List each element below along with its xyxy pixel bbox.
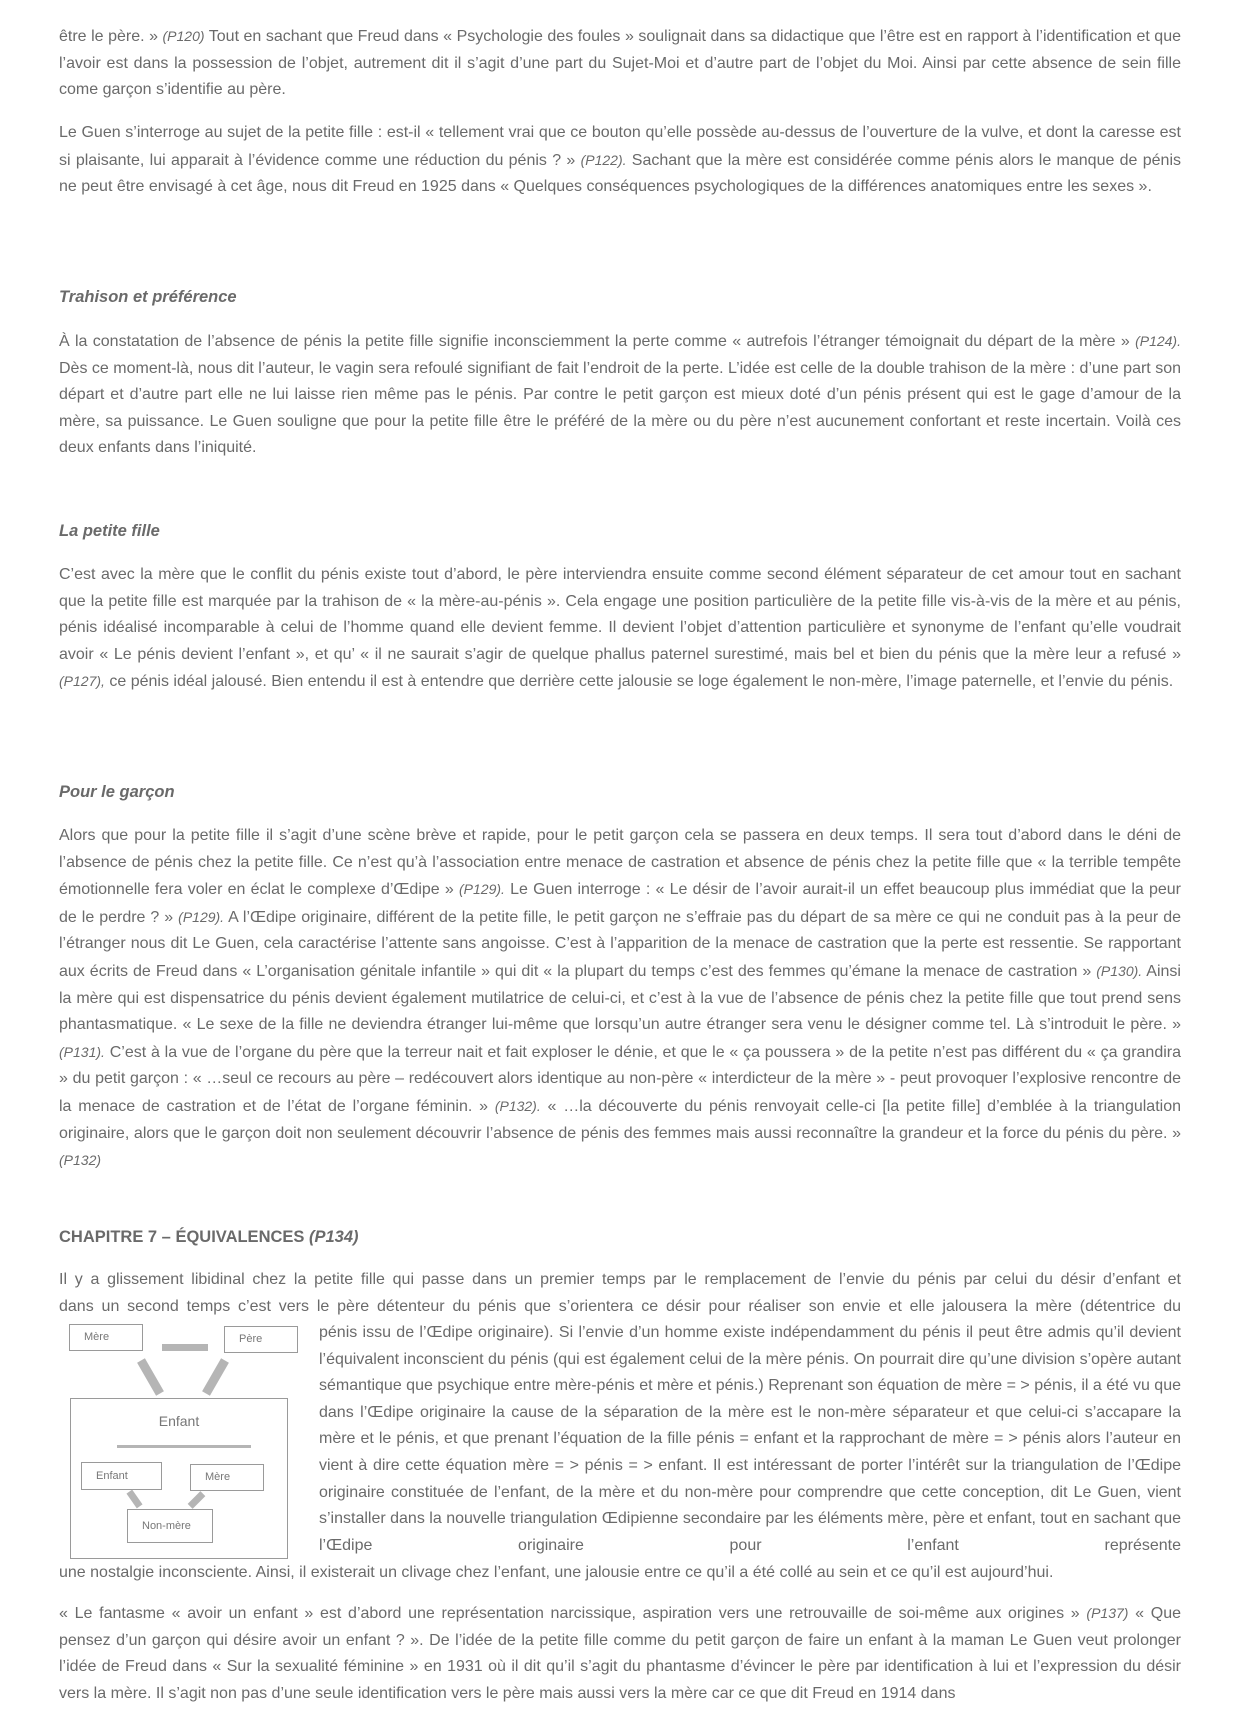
enfant-divider <box>117 1445 251 1448</box>
connector-mere-pere <box>162 1344 208 1351</box>
citation: (P122). <box>580 151 627 168</box>
citation: (P137) <box>1086 1605 1129 1621</box>
paragraph-1: être le père. » (P120) Tout en sachant que Freud dans « Psychologie des foules » soulignait dans sa didactique que l’être est en rapport à l’identification et que l’avoir est dans la possession de l’objet, autrement dit il s’agit d’une part du Sujet-Moi et d’autre part de l’objet du Moi. Ainsi par cette absence de sein fille come garçon s’identifie au père. <box>59 28 1182 99</box>
box-non-mere: Non-mère <box>127 1509 213 1543</box>
paragraph-5: Alors que pour la petite fille il s’agit d’une scène brève et rapide, pour le petit garçon cela se passera en deux temps. Il sera tout d’abord dans le déni de l’absence de pénis chez la petite fille. Ce n’est qu’à l’association entre menace de castration et absence de pénis chez la petite fille que « la terrible tempête émotionnelle fera voler en éclat le complexe d’Œdipe » (P129). Le Guen interroge : « Le désir de l’avoir aurait-il un effet beaucoup plus immédiat que la peur de le perdre ? » (P129). A l’Œdipe originaire, différent de la petite fille, le petit garçon ne s’effraie pas du départ de sa mère ce qui ne conduit pas à la peur de l’étranger nous dit Le Guen, cela caractérise l’attente sans angoisse. C’est à l’apparition de la menace de castration que la perte est ressentie. Se rapportant aux écrits de Freud dans « L’organisation génitale infantile » qui dit « la plupart du temps c’est des femmes qu’émane la menace de castration » (P130). Ainsi la mère qui est dispensatrice du pénis devient également mutilatrice de celui-ci, et c’est à la vue de l’absence de pénis chez la petite fille que tout prend sens phantasmatique. « Le sexe de la fille ne deviendra étranger lui-même que lorsqu’un autre étranger sera venu le désigner comme tel. Là s’introduit le père. » (P131). C’est à la vue de l’organe du père que la terreur nait et fait exploser le dénie, et que le « ça poussera » de la petite n’est pas différent du « ça grandira » du petit garçon : « …seul ce recours au père – redécouvert alors identique au non-père « interdicteur de la mère » - peut provoquer l’explosive rencontre de la menace de castration et de l’état de l’organe féminin. » (P132). « …la découverte du pénis renvoyait celle-ci [la petite fille] d’emblée à la triangulation originaire, alors que le garçon doit non seulement découvrir l’absence de pénis des femmes mais aussi reconnaître la grandeur et la force du pénis du père. » (P132) <box>59 827 1182 1169</box>
box-pere-top: Père <box>224 1326 298 1353</box>
box-mere-top: Mère <box>69 1324 143 1351</box>
paragraph-3: À la constatation de l’absence de pénis la petite fille signifie inconsciemment la perte comme « autrefois l’étranger témoignait du départ de la mère » (P124). Dès ce moment-là, nous dit l’auteur, le vagin sera refoulé signifiant de fait l’endroit de la perte. L’idée est celle de la double trahison de la mère : d’une part son départ et d’autre part elle ne lui laisse rien même pas le pénis. Par contre le petit garçon est mieux doté d’un pénis présent qui est le gage d’amour de la mère, sa puissance. Le Guen souligne que pour la petite fille être le préféré de la mère ou du père n’est aucunement confortant et reste incertain. Voilà ces deux enfants dans l’iniquité. <box>59 333 1181 457</box>
connector-enfant-nonmere <box>126 1490 142 1509</box>
paragraph-6-line-1: Il y a glissement libidinal chez la petite fille qui passe dans un premier temps par le remplacement de l’envie du pénis par celui du désir d’enfant et <box>59 1271 1181 1288</box>
heading-petite-fille: La petite fille <box>59 522 160 540</box>
citation: (P120) <box>162 28 205 44</box>
paragraph-7: « Le fantasme « avoir un enfant » est d’abord une représentation narcissique, aspiration vers une retrouvaille de soi-même aux origines » (P137) « Que pensez d’un garçon qui désire avoir un enfant ? ». De l’idée de la petite fille comme du petit garçon de faire un enfant à la maman Le Guen veut prolonger l’idée de Freud dans « Sur la sexualité féminine » en 1931 où il dit qu’il s’agit du phantasme d’évincer le père par identification à lui et l’expression du désir vers la mère. Il s’agit non pas d’une seule identification vers le père mais aussi vers la mère car ce que dit Freud en 1914 dans <box>59 1605 1182 1702</box>
box-enfant <box>70 1398 288 1559</box>
box-mere-inner: Mère <box>190 1464 264 1491</box>
paragraph-6-line-2: dans un second temps c’est vers le père détenteur du pénis que s’orientera ce désir pour réaliser son envie et elle jalousera la mère (détentrice du <box>59 1298 1181 1315</box>
citation: (P124). <box>1135 333 1181 349</box>
triangulation-diagram <box>59 1320 303 1560</box>
paragraph-6-wrapped: pénis issu de l’Œdipe originaire). Si l’envie d’un homme existe indépendamment du pénis il peut être admis qu’il devient l’équivalent inconscient du pénis (qui est également celui de la mère pénis. On pourrait dire qu’une division s’opère autant sémantique que psychique entre mère-pénis et mère et pénis.) Reprenant son équation de mère = > pénis, il a été vu que dans l’Œdipe originaire la cause de la séparation de la mère est le non-mère séparateur et que celui-ci s’accapare la mère et le pénis, et que prenant l’équation de la fille pénis = enfant et la rapprochant de mère = > pénis alors l’auteur en vient à dire cette équation mère = > pénis = > enfant. Il est intéressant de porter l’intérêt sur la triangulation de l’Œdipe originaire constituée de l’enfant, de la mère et du non-mère pour comprendre que cette conception, dit Le Guen, vient s’installer dans la nouvelle triangulation Œdipienne secondaire par les éléments mère, père et enfant, tout en sachant que l’Œdipe originaire pour l’enfant représente <box>319 1324 1181 1554</box>
chapter-citation: (P134) <box>309 1228 359 1246</box>
connector-pere-enfant <box>202 1358 229 1395</box>
connector-mere-enfant <box>137 1358 164 1395</box>
heading-garcon: Pour le garçon <box>59 783 175 801</box>
paragraph-4: C’est avec la mère que le conflit du pénis existe tout d’abord, le père interviendra ensuite comme second élément séparateur de cet amour tout en sachant que la petite fille est marquée par la trahison de « la mère-au-pénis ». Cela engage une position particulière de la petite fille vis-à-vis de la mère et au pénis, pénis idéalisé incomparable à celui de l’homme quand elle devient femme. Il devient l’objet d’attention particulière et synonyme de l’enfant qu’elle voudrait avoir « Le pénis devient l’enfant », et qu’ « il ne saurait s’agir de quelque phallus paternel surestimé, mais bel et bien du pénis que la mère leur a refusé » (P127), ce pénis idéal jalousé. Bien entendu il est à entendre que derrière cette jalousie se loge également le non-mère, l’image paternelle, et l’envie du pénis. <box>59 566 1181 691</box>
citation: (P127), <box>59 673 105 690</box>
connector-mere-nonmere <box>188 1491 206 1509</box>
heading-trahison: Trahison et préférence <box>59 288 237 306</box>
paragraph-2: Le Guen s’interroge au sujet de la petite fille : est-il « tellement vrai que ce bouton qu’elle possède au-dessus de l’ouverture de la vulve, et dont la caresse est si plaisante, lui apparait à l’évidence comme une réduction du pénis ? » (P122). Sachant que la mère est considérée comme pénis alors le manque de pénis ne peut être envisagé à cet âge, nous dit Freud en 1925 dans « Quelques conséquences psychologiques de la différences anatomiques entre les sexes ». <box>59 124 1182 196</box>
chapter-heading: CHAPITRE 7 – ÉQUIVALENCES (P134) <box>59 1228 359 1246</box>
paragraph-6-end: une nostalgie inconsciente. Ainsi, il existerait un clivage chez l’enfant, une jalousie entre ce qu’il a été collé au sein et ce qu’il est aujourd’hui. <box>59 1564 1054 1581</box>
enfant-title: Enfant <box>158 1413 200 1429</box>
box-enfant-inner: Enfant <box>81 1462 162 1490</box>
